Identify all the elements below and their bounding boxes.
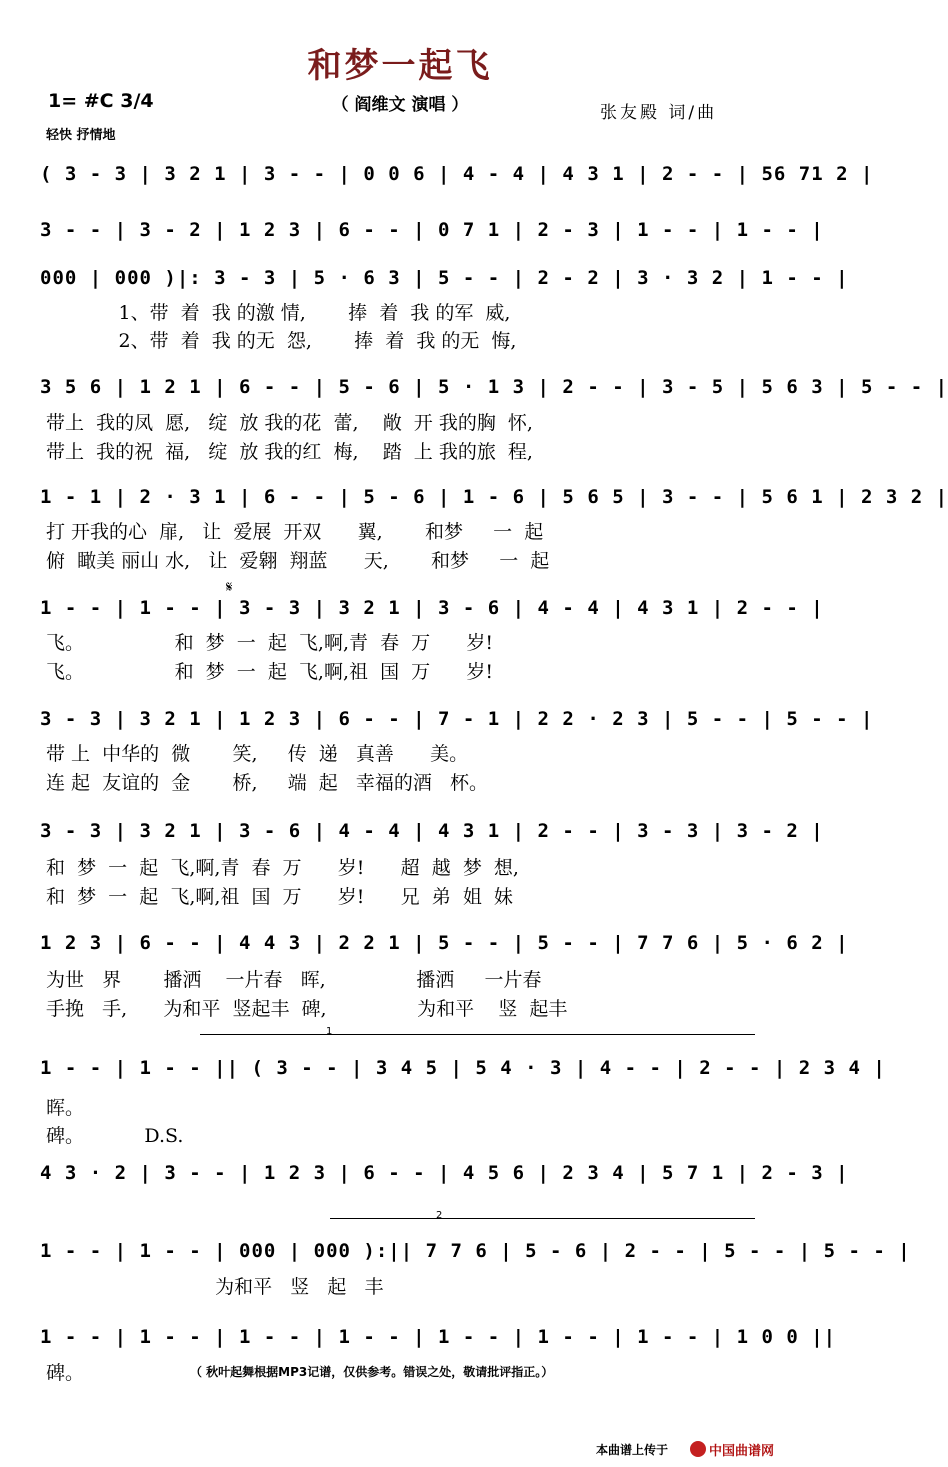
notation-line-6: 1 - - | 1 - - | 3 - 3 | 3 2 1 | 3 - 6 | 4 - 4 | 4 3 1 | 2 - - | [40, 597, 824, 619]
lyric-line-7a: 带 上 中华的 微 笑, 传 递 真善 美。 [46, 743, 469, 765]
lyric-line-12a: 为和平 竖 起 丰 [46, 1276, 384, 1298]
logo-icon [690, 1441, 706, 1457]
lyric-line-8a: 和 梦 一 起 飞,啊,青 春 万 岁! 超 越 梦 想, [46, 857, 519, 879]
notation-line-1: ( 3 - 3 | 3 2 1 | 3 - - | 0 0 6 | 4 - 4 | 4 3 1 | 2 - - | 56 71 2 | [40, 163, 874, 185]
notation-line-11: 4 3 · 2 | 3 - - | 1 2 3 | 6 - - | 4 5 6 | 2 3 4 | 5 7 1 | 2 - 3 | [40, 1162, 849, 1184]
lyric-line-10a: 晖。 [46, 1097, 85, 1119]
lyric-line-4a: 带上 我的凤 愿, 绽 放 我的花 蕾, 敞 开 我的胸 怀, [46, 412, 533, 434]
transcriber-note: （ 秋叶起舞根据MP3记谱，仅供参考。错误之处，敬请批评指正。） [190, 1365, 554, 1379]
upload-label: 本曲谱上传于 [596, 1443, 669, 1457]
lyric-line-8b: 和 梦 一 起 飞,啊,祖 国 万 岁! 兄 弟 姐 妹 [46, 886, 513, 908]
notation-line-5: 1 - 1 | 2 · 3 1 | 6 - - | 5 - 6 | 1 - 6 | 5 6 5 | 3 - - | 5 6 1 | 2 3 2 | [40, 486, 948, 508]
tempo-marking: 轻快 抒情地 [46, 128, 116, 143]
lyric-line-6a: 飞。 和 梦 一 起 飞,啊,青 春 万 岁! [46, 632, 494, 654]
notation-line-7: 3 - 3 | 3 2 1 | 1 2 3 | 6 - - | 7 - 1 | 2 2 · 2 3 | 5 - - | 5 - - | [40, 708, 874, 730]
lyric-line-13a: 碑。 [46, 1362, 85, 1384]
key-signature: 1= #C 3/4 [48, 90, 154, 112]
notation-line-8: 3 - 3 | 3 2 1 | 3 - 6 | 4 - 4 | 4 3 1 | 2 - - | 3 - 3 | 3 - 2 | [40, 820, 824, 842]
notation-line-13: 1 - - | 1 - - | 1 - - | 1 - - | 1 - - | 1 - - | 1 - - | 1 0 0 || [40, 1326, 837, 1348]
volta-number-2: 2 [436, 1210, 443, 1221]
lyric-line-9a: 为世 界 播洒 一片春 晖, 播洒 一片春 [46, 969, 542, 991]
segno-sign: 𝄋 [226, 578, 233, 596]
site-name: 中国曲谱网 [709, 1443, 775, 1459]
lyric-line-9b: 手挽 手, 为和平 竖起丰 碑, 为和平 竖 起丰 [46, 998, 568, 1020]
lyric-line-5b: 俯 瞰美 丽山 水, 让 爱翱 翔蓝 天, 和梦 一 起 [46, 550, 550, 572]
site-logo[interactable] [690, 1438, 792, 1460]
lyric-line-6b: 飞。 和 梦 一 起 飞,啊,祖 国 万 岁! [46, 661, 494, 683]
notation-line-2: 3 - - | 3 - 2 | 1 2 3 | 6 - - | 0 7 1 | 2 - 3 | 1 - - | 1 - - | [40, 219, 824, 241]
notation-line-12: 1 - - | 1 - - | 000 | 000 ):|| 7 7 6 | 5 - 6 | 2 - - | 5 - - | 5 - - | [40, 1240, 911, 1262]
notation-line-3: 000 | 000 )|: 3 - 3 | 5 · 6 3 | 5 - - | 2 - 2 | 3 · 3 2 | 1 - - | [40, 267, 849, 289]
volta-number-1: 1 [326, 1026, 333, 1037]
notation-line-4: 3 5 6 | 1 2 1 | 6 - - | 5 - 6 | 5 · 1 3 | 2 - - | 3 - 5 | 5 6 3 | 5 - - | [40, 376, 948, 398]
lyric-line-4b: 带上 我的祝 福, 绽 放 我的红 梅, 踏 上 我的旅 程, [46, 441, 533, 463]
notation-line-9: 1 2 3 | 6 - - | 4 4 3 | 2 2 1 | 5 - - | 5 - - | 7 7 6 | 5 · 6 2 | [40, 932, 849, 954]
lyric-line-7b: 连 起 友谊的 金 桥, 端 起 幸福的酒 杯。 [46, 772, 489, 794]
notation-line-10: 1 - - | 1 - - || ( 3 - - | 3 4 5 | 5 4 · 3 | 4 - - | 2 - - | 2 3 4 | [40, 1057, 886, 1079]
lyric-line-5a: 打 开我的心 扉, 让 爱展 开双 翼, 和梦 一 起 [46, 521, 544, 543]
volta-bracket-2 [330, 1218, 755, 1219]
lyric-line-10b: 碑。 D.S. [46, 1125, 184, 1147]
lyric-line-3a: 1、带 着 我 的激 情, 捧 着 我 的军 威, [46, 302, 511, 324]
singer-credit: （ 阎维文 演唱 ） [331, 95, 469, 115]
volta-bracket-1 [200, 1034, 755, 1035]
lyric-line-3b: 2、带 着 我 的无 怨, 捧 着 我 的无 悔, [46, 330, 517, 352]
song-title: 和梦一起飞 [307, 46, 493, 86]
composer-credit: 张友殿 词/曲 [600, 103, 718, 123]
